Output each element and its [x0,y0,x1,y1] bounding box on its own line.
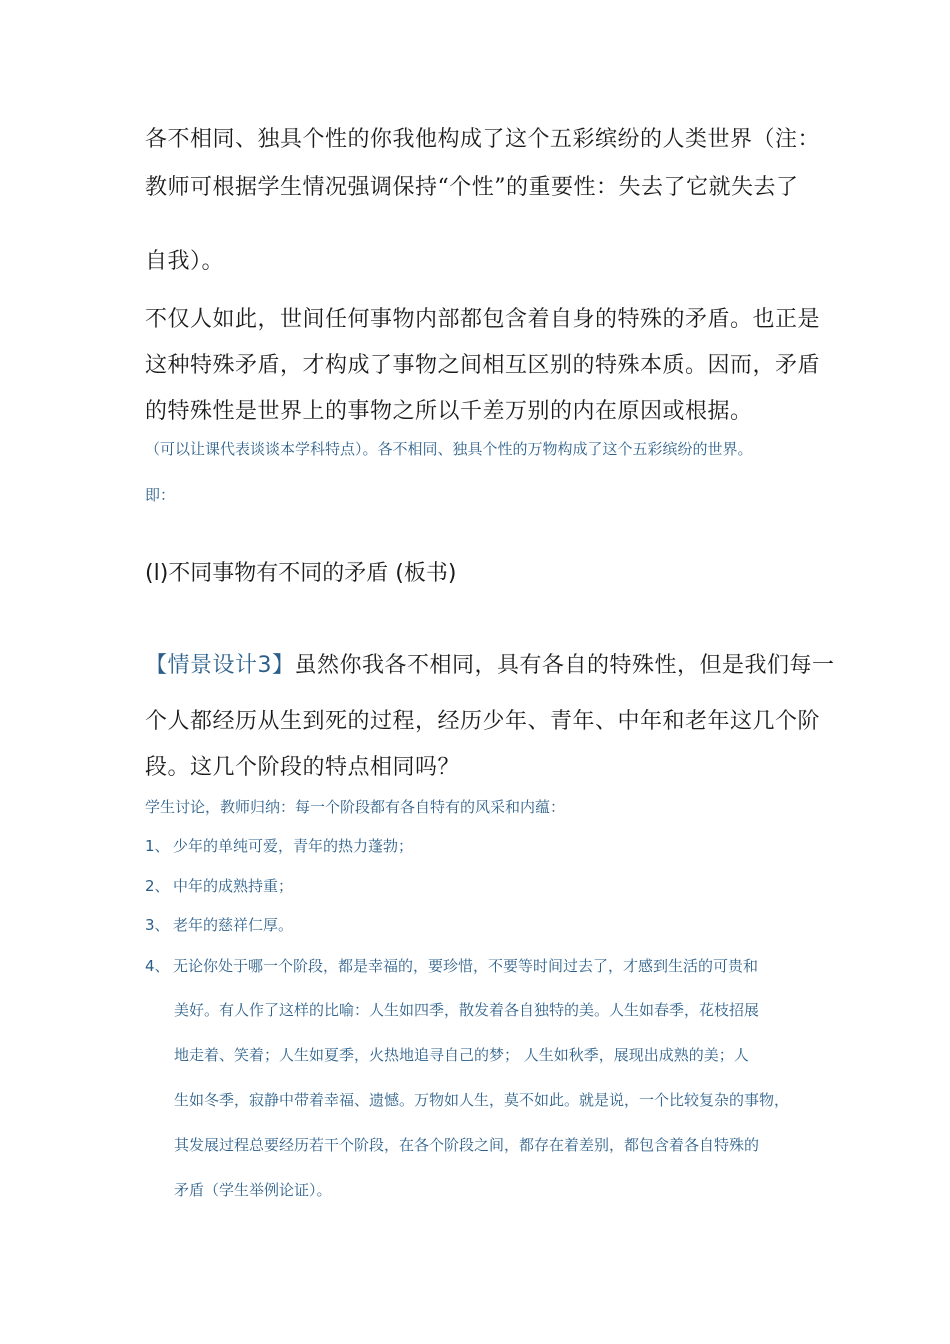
item4-continued-line5: 矛盾（学生举例论证）。 [174,1181,332,1199]
list-item-3 [145,914,293,935]
item4-continued-line2: 地走着、笑着；人生如夏季，火热地追寻自己的梦； 人生如秋季，展现出成熟的美；人 [174,1046,749,1064]
discussion-intro: 学生讨论，教师归纳：每一个阶段都有各自特有的风采和内蕴： [145,798,566,816]
list-item-number: 1、 [145,837,170,855]
note1-line1: （可以让课代表谈谈本学科特点）。各不相同、独具个性的万物构成了这个五彩缤纷的世界。 [145,440,753,458]
paragraph2-line3: 的特殊性是世界上的事物之所以千差万别的内在原因或根据。 [145,399,753,424]
paragraph2-line1: 不仅人如此，世间任何事物内部都包含着自身的特殊的矛盾。也正是 [145,307,821,332]
list-item-text: 少年的单纯可爱，青年的热力蓬勃； [173,837,414,855]
paragraph1-line3: 自我）。 [145,249,225,274]
list-item-2 [145,875,293,896]
list-item-4 [145,955,758,976]
scenario-line1-text: 虽然你我各不相同，具有各自的特殊性，但是我们每一 [294,653,835,678]
list-item-number: 4、 [145,957,170,975]
item4-continued-line1: 美好。有人作了这样的比喻：人生如四季，散发着各自独特的美。人生如春季，花枝招展 [174,1001,760,1019]
paragraph1-line2: 教师可根据学生情况强调保持“个性”的重要性：失去了它就失去了 [145,175,799,200]
item4-continued-line3: 生如冬季，寂静中带着幸福、遗憾。万物如人生，莫不如此。就是说，一个比较复杂的事物， [174,1091,790,1109]
list-item-1 [145,835,413,856]
list-item-text: 无论你处于哪一个阶段，都是幸福的，要珍惜，不要等时间过去了，才感到生活的可贵和 [173,957,759,975]
scenario-line3: 段。这几个阶段的特点相同吗？ [145,755,461,780]
board-heading: (l)不同事物有不同的矛盾 (板书) [145,561,457,586]
note1-line2: 即： [145,486,176,504]
list-item-number: 3、 [145,916,170,934]
paragraph1-line1: 各不相同、独具个性的你我他构成了这个五彩缤纷的人类世界（注： [145,127,821,152]
scenario-tag: 【情景设计3】 [145,653,295,678]
item4-continued-line4: 其发展过程总要经历若干个阶段，在各个阶段之间，都存在着差别，都包含着各自特殊的 [174,1136,760,1154]
list-item-text: 老年的慈祥仁厚。 [173,916,294,934]
scenario-line2: 个人都经历从生到死的过程，经历少年、青年、中年和老年这几个阶 [145,709,821,734]
list-item-text: 中年的成熟持重； [173,877,294,895]
paragraph2-line2: 这种特殊矛盾，才构成了事物之间相互区别的特殊本质。因而，矛盾 [145,353,821,378]
list-item-number: 2、 [145,877,170,895]
scenario-line1 [145,648,835,679]
